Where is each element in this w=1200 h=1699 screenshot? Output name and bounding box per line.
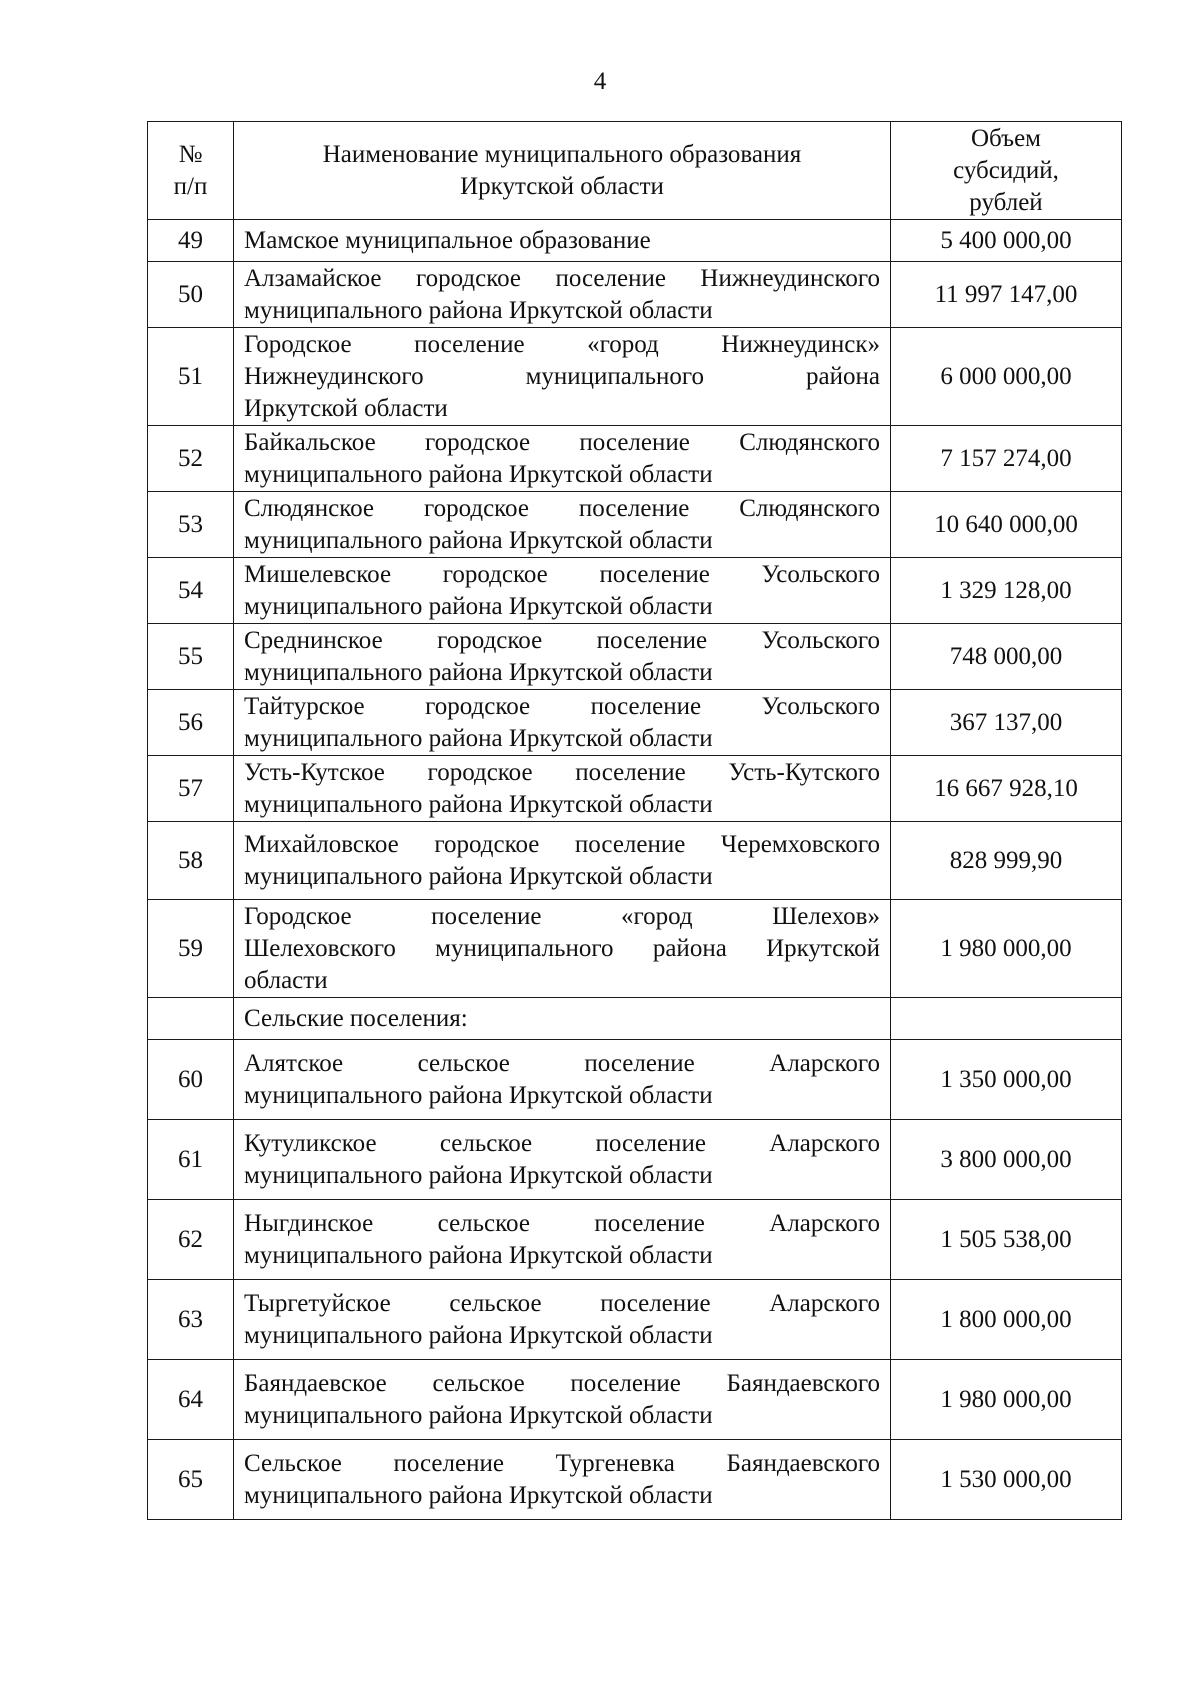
row-name-line: Шелеховского муниципального района Иркутской [244,934,880,962]
table-row [148,624,1122,690]
row-number: 60 [148,1040,234,1120]
row-name-line: Кутуликское сельское поселение Аларского [244,1129,880,1157]
row-name-line: Городское поселение «город Шелехов» [244,902,880,930]
row-name-line: муниципального района Иркутской области [244,460,713,488]
row-subsidy-amount: 1 800 000,00 [891,1280,1122,1360]
row-municipality-name [234,1120,891,1200]
header-amount-line: рублей [969,188,1043,216]
table-row [148,1440,1122,1520]
row-subsidy-amount: 828 999,90 [891,822,1122,900]
header-name-line: Иркутской области [460,172,664,200]
row-municipality-name [234,492,891,558]
row-name-line: муниципального района Иркутской области [244,862,713,890]
row-number: 52 [148,426,234,492]
row-name-line: муниципального района Иркутской области [244,296,713,324]
row-number: 64 [148,1360,234,1440]
row-name-line: муниципального района Иркутской области [244,790,713,818]
table-row [148,822,1122,900]
row-name-line: области [244,966,328,994]
table-body [148,220,1122,1520]
row-municipality-name [234,1280,891,1360]
row-number: 65 [148,1440,234,1520]
row-name-line: муниципального района Иркутской области [244,592,713,620]
row-municipality-name [234,998,891,1040]
row-number: 56 [148,690,234,756]
row-subsidy-amount: 10 640 000,00 [891,492,1122,558]
table-row [148,1120,1122,1200]
row-number: 57 [148,756,234,822]
section-header-row [148,998,1122,1040]
row-subsidy-amount: 11 997 147,00 [891,262,1122,328]
row-number: 49 [148,220,234,262]
row-name-line: муниципального района Иркутской области [244,1481,713,1509]
row-name-line: Сельские поселения: [244,1004,468,1032]
row-subsidy-amount: 5 400 000,00 [891,220,1122,262]
header-amount [891,122,1122,220]
row-municipality-name [234,558,891,624]
row-number [148,998,234,1040]
row-municipality-name [234,624,891,690]
row-number: 53 [148,492,234,558]
table-row [148,558,1122,624]
row-name-line: Нижнеудинского муниципального района [244,362,880,390]
header-name-line: Наименование муниципального образования [322,140,802,168]
row-name-line: Алзамайское городское поселение Нижнеудинского [244,264,880,292]
row-subsidy-amount: 1 530 000,00 [891,1440,1122,1520]
row-name-line: муниципального района Иркутской области [244,1161,713,1189]
row-municipality-name [234,1200,891,1280]
row-name-line: Городское поселение «город Нижнеудинск» [244,330,880,358]
table-row [148,1280,1122,1360]
row-name-line: Усть-Кутское городское поселение Усть-Кутского [244,758,880,786]
row-subsidy-amount: 16 667 928,10 [891,756,1122,822]
row-subsidy-amount: 1 505 538,00 [891,1200,1122,1280]
row-number: 51 [148,328,234,426]
row-name-line: муниципального района Иркутской области [244,526,713,554]
row-subsidy-amount: 367 137,00 [891,690,1122,756]
table-row [148,756,1122,822]
row-subsidy-amount [891,998,1122,1040]
row-name-line: муниципального района Иркутской области [244,724,713,752]
row-name-line: муниципального района Иркутской области [244,1081,713,1109]
table-row [148,1040,1122,1120]
row-subsidy-amount: 7 157 274,00 [891,426,1122,492]
row-number: 62 [148,1200,234,1280]
table-row [148,328,1122,426]
header-number-line: п/п [173,172,208,200]
row-number: 59 [148,900,234,998]
row-name-line: муниципального района Иркутской области [244,658,713,686]
row-name-line: Тайтурское городское поселение Усольского [244,692,880,720]
row-name-line: Среднинское городское поселение Усольского [244,626,880,654]
row-subsidy-amount: 1 980 000,00 [891,900,1122,998]
row-name-line: Баяндаевское сельское поселение Баяндаевского [244,1369,880,1397]
row-name-line: Михайловское городское поселение Черемховского [244,830,880,858]
table-row [148,900,1122,998]
row-municipality-name [234,1440,891,1520]
table-row [148,220,1122,262]
row-municipality-name [234,328,891,426]
table-row [148,1360,1122,1440]
row-name-line: Байкальское городское поселение Слюдянского [244,428,880,456]
table-row [148,1200,1122,1280]
row-name-line: Слюдянское городское поселение Слюдянского [244,494,880,522]
row-subsidy-amount: 1 980 000,00 [891,1360,1122,1440]
row-municipality-name [234,1360,891,1440]
row-name-line: муниципального района Иркутской области [244,1321,713,1349]
row-name-line: Мамское муниципальное образование [244,226,651,254]
row-municipality-name [234,426,891,492]
row-name-line: муниципального района Иркутской области [244,1241,713,1269]
header-amount-line: субсидий, [953,156,1059,184]
row-municipality-name [234,690,891,756]
row-name-line: Мишелевское городское поселение Усольского [244,560,880,588]
subsidy-table [147,121,1122,1520]
row-number: 50 [148,262,234,328]
page-number: 4 [593,68,607,95]
row-number: 54 [148,558,234,624]
table-row [148,492,1122,558]
row-municipality-name [234,822,891,900]
row-subsidy-amount: 748 000,00 [891,624,1122,690]
row-name-line: Иркутской области [244,394,448,422]
table-header-row [148,122,1122,220]
row-municipality-name [234,220,891,262]
table-row [148,690,1122,756]
row-name-line: Ныгдинское сельское поселение Аларского [244,1209,880,1237]
row-number: 63 [148,1280,234,1360]
header-name [234,122,891,220]
row-name-line: муниципального района Иркутской области [244,1401,713,1429]
table-row [148,426,1122,492]
row-name-line: Алятское сельское поселение Аларского [244,1049,880,1077]
row-municipality-name [234,756,891,822]
row-municipality-name [234,1040,891,1120]
header-number-line: № [178,140,203,168]
header-number [148,122,234,220]
row-number: 61 [148,1120,234,1200]
row-name-line: Тыргетуйское сельское поселение Аларского [244,1289,880,1317]
row-subsidy-amount: 1 329 128,00 [891,558,1122,624]
row-municipality-name [234,262,891,328]
row-name-line: Сельское поселение Тургеневка Баяндаевского [244,1449,880,1477]
table-row [148,262,1122,328]
row-subsidy-amount: 6 000 000,00 [891,328,1122,426]
row-municipality-name [234,900,891,998]
row-subsidy-amount: 3 800 000,00 [891,1120,1122,1200]
row-number: 55 [148,624,234,690]
row-number: 58 [148,822,234,900]
row-subsidy-amount: 1 350 000,00 [891,1040,1122,1120]
header-amount-line: Объем [971,124,1041,152]
